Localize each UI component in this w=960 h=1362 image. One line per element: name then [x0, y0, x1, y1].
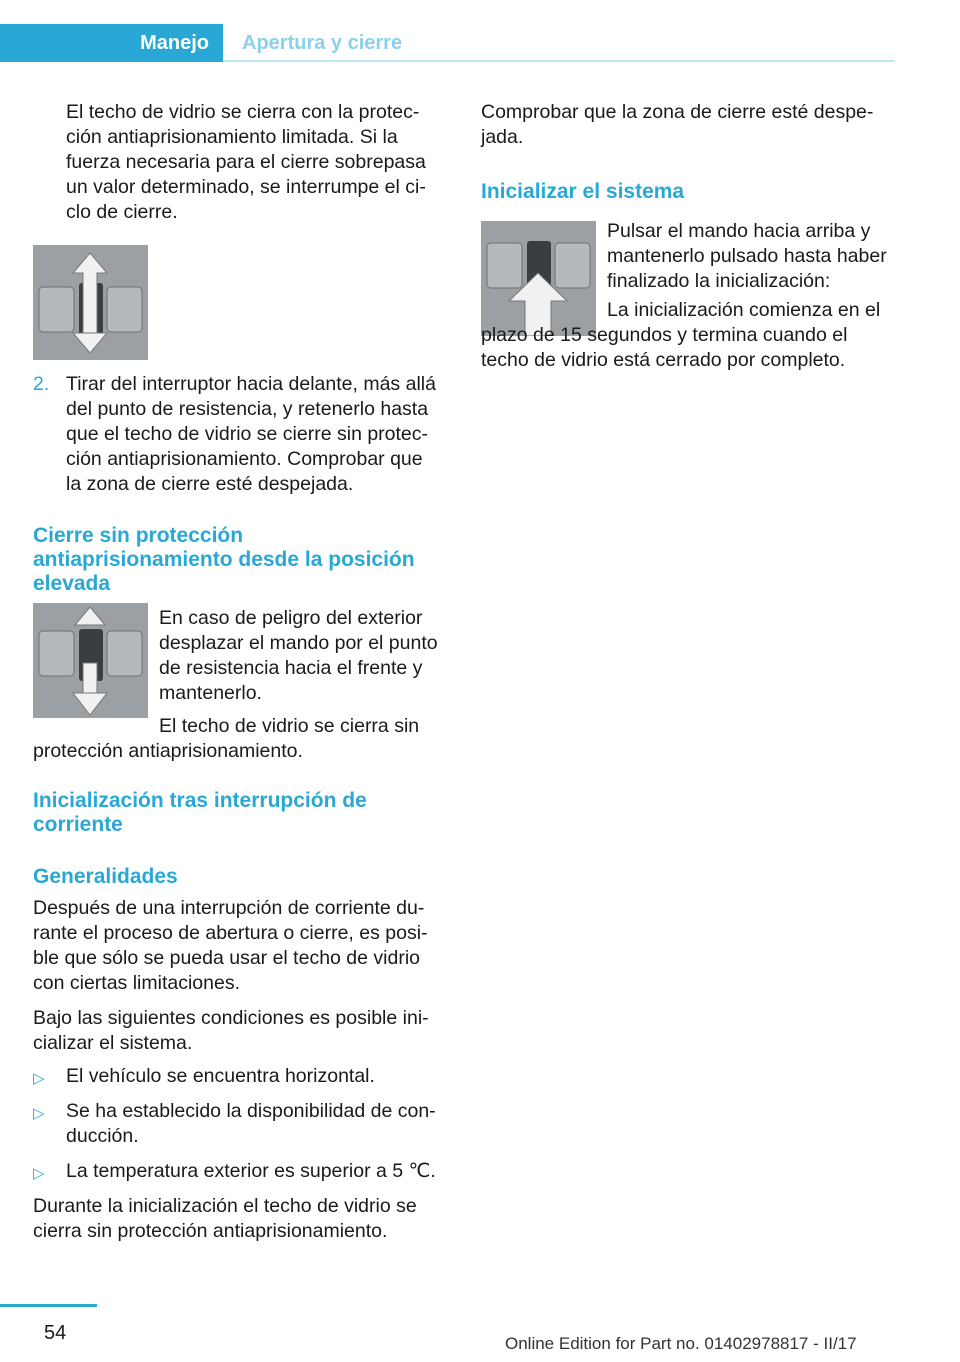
- section-tab: Manejo: [0, 24, 223, 62]
- switch-illustration: [33, 603, 148, 718]
- step-number: 2.: [33, 373, 50, 395]
- switch-image-2: [33, 603, 148, 718]
- heading-inicializar: Inicializar el sistema: [481, 180, 685, 203]
- intro-paragraph: El techo de vidrio se cierra con la protec‐ción antiaprisionamiento limitada. Si la fuerza necesaria para el cierre sobrepasa un valor determinado, se interrumpe el ci‐clo de cierre.: [66, 101, 426, 223]
- switch-illustration: [33, 245, 148, 360]
- left-column: [33, 100, 443, 235]
- heading-generalidades: Generalidades: [33, 865, 178, 888]
- page-number: 54: [44, 1322, 67, 1344]
- generalidades-paragraph-2: Bajo las siguientes condiciones es posible ini‐cializar el sistema.: [33, 1007, 429, 1054]
- bullet-arrow-icon: ▷: [33, 1165, 45, 1182]
- right-paragraph-1: Comprobar que la zona de cierre esté despe‐jada.: [481, 101, 874, 148]
- switch-image-1: [33, 245, 148, 360]
- list-item: ▷ Se ha establecido la disponibilidad de con‐ducción.: [33, 1100, 436, 1147]
- generalidades-paragraph-1: Después de una interrupción de corriente du‐rante el proceso de abertura o cierre, es posi‐ble que sólo se pueda usar el techo de vidrio con ciertas limitaciones.: [33, 897, 428, 994]
- subsection-tab: Apertura y cierre: [242, 31, 403, 54]
- step-2-text: Tirar del interruptor hacia delante, más allá del punto de resistencia, y retenerlo hasta que el techo de vidrio se cierre sin protec‐ción antiaprisionamiento. Comprobar que la zona de cierre esté despejada.: [66, 373, 436, 495]
- bullet-arrow-icon: ▷: [33, 1070, 45, 1087]
- right-column: [481, 100, 891, 160]
- heading-inicializacion: Inicialización tras interrupción de corriente: [33, 789, 367, 836]
- closing-paragraph: Durante la inicialización el techo de vidrio se cierra sin protección antiaprisionamiento.: [33, 1195, 417, 1242]
- cierre-paragraph-2: El techo de vidrio se cierra sin protección antiaprisionamiento.: [33, 715, 420, 762]
- edition-note: Online Edition for Part no. 01402978817 - II/17: [505, 1334, 857, 1353]
- init-paragraph-2: La inicialización comienza en el plazo de 15 segundos y termina cuando el techo de vidrio está cerrado por completo.: [481, 299, 881, 371]
- list-item: ▷ El vehículo se encuentra horizontal.: [33, 1064, 443, 1089]
- heading-cierre: Cierre sin protección antiaprisionamiento desde la posición elevada: [33, 524, 415, 595]
- cierre-paragraph-1: En caso de peligro del exterior desplazar el mando por el punto de resistencia hacia el frente y mantenerlo.: [159, 607, 438, 704]
- init-paragraph-1: Pulsar el mando hacia arriba y mantenerlo pulsado hasta haber finalizado la inicialización:: [607, 220, 887, 292]
- list-item: ▷ La temperatura exterior es superior a 5 ℃.: [33, 1159, 443, 1184]
- bullet-arrow-icon: ▷: [33, 1105, 45, 1122]
- footer-rule: [0, 1304, 97, 1307]
